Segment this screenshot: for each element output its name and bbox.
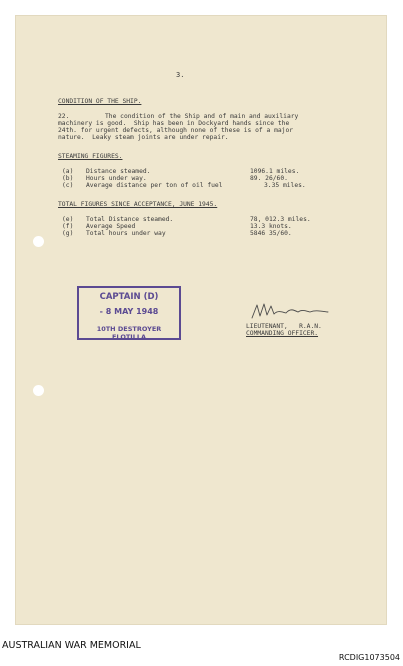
punch-hole xyxy=(33,385,44,396)
row-label: Total hours under way xyxy=(86,230,166,237)
signature-rank: LIEUTENANT, R.A.N. xyxy=(246,323,322,330)
condition-line: 24th. for urgent defects, although none of these is of a major xyxy=(58,127,294,134)
stamp-unit: 10TH DESTROYER FLOTILLA xyxy=(96,325,162,341)
stamp-title: CAPTAIN (D) xyxy=(99,292,159,302)
punch-hole xyxy=(33,236,44,247)
row-letter: (a) xyxy=(62,168,74,175)
row-label: Average distance per ton of oil fuel xyxy=(86,182,223,189)
row-label: Total Distance steamed. xyxy=(86,216,174,223)
row-label: Distance steamed. xyxy=(86,168,151,175)
signature xyxy=(248,300,338,322)
totals-heading: TOTAL FIGURES SINCE ACCEPTANCE, JUNE 1945. xyxy=(58,201,218,208)
row-label: Hours under way. xyxy=(86,175,147,182)
footer-record-id: RCDIG1073504 xyxy=(338,653,400,662)
paragraph-number: 22. xyxy=(58,113,70,120)
row-letter: (b) xyxy=(62,175,74,182)
condition-line: nature. Leaky steam joints are under repair. xyxy=(58,134,229,141)
row-letter: (g) xyxy=(62,230,74,237)
signature-title: COMMANDING OFFICER. xyxy=(246,330,319,337)
steaming-heading: STEAMING FIGURES. xyxy=(58,153,123,160)
footer-archive-name: AUSTRALIAN WAR MEMORIAL xyxy=(2,640,141,651)
row-value: 78, 012.3 miles. xyxy=(250,216,311,223)
row-value: 1096.1 miles. xyxy=(250,168,300,175)
row-label: Average Speed xyxy=(86,223,136,230)
row-value: 89. 26/60. xyxy=(250,175,288,182)
row-value: 13.3 knots. xyxy=(250,223,292,230)
row-letter: (c) xyxy=(62,182,74,189)
condition-line: machinery is good. Ship has been in Dockyard hands since the xyxy=(58,120,290,127)
page-number: 3. xyxy=(176,71,185,79)
condition-heading: CONDITION OF THE SHIP. xyxy=(58,98,142,105)
row-letter: (f) xyxy=(62,223,74,230)
row-value: 3.35 miles. xyxy=(264,182,306,189)
row-letter: (e) xyxy=(62,216,74,223)
captain-stamp xyxy=(77,286,181,340)
stamp-date: - 8 MAY 1948 xyxy=(99,307,159,316)
condition-line: The condition of the Ship and of main and auxiliary xyxy=(105,113,299,120)
row-value: 5846 35/60. xyxy=(250,230,292,237)
